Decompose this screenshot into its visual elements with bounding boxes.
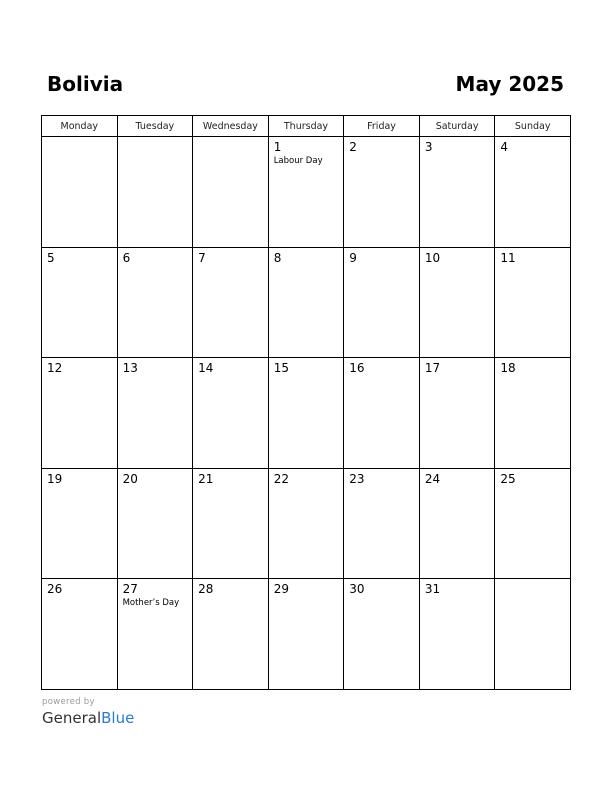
day-number: 11	[500, 250, 516, 265]
month-year-title: May 2025	[455, 72, 564, 96]
day-number: 21	[198, 471, 214, 486]
weekday-header-row	[42, 116, 571, 137]
day-cell	[495, 137, 571, 248]
day-number: 22	[273, 471, 289, 486]
week-row	[42, 247, 571, 358]
day-cell	[495, 358, 571, 469]
day-cell	[42, 247, 118, 358]
footer-branding	[42, 697, 134, 727]
day-cell	[495, 468, 571, 579]
day-number: 25	[500, 471, 516, 486]
weekday-header: Tuesday	[117, 116, 193, 137]
day-number: 29	[273, 582, 289, 596]
brand-logo	[42, 709, 134, 727]
day-cell	[268, 137, 344, 248]
day-cell	[42, 137, 118, 248]
day-number: 15	[273, 361, 289, 375]
day-cell	[419, 468, 495, 579]
weekday-header: Friday	[344, 116, 420, 137]
day-number: 26	[47, 582, 63, 596]
week-row	[42, 358, 571, 469]
day-cell	[193, 358, 269, 469]
day-number: 24	[424, 471, 441, 486]
day-cell	[193, 579, 269, 690]
day-number: 28	[198, 582, 214, 596]
day-number: 31	[424, 582, 441, 596]
day-cell	[495, 247, 571, 358]
day-number: 27	[122, 582, 138, 596]
week-row	[42, 579, 571, 690]
day-number: 23	[349, 471, 365, 486]
day-number: 5	[47, 250, 55, 265]
day-cell	[193, 137, 269, 248]
weekday-header: Wednesday	[193, 116, 269, 137]
day-cell	[42, 579, 118, 690]
week-row	[42, 137, 571, 248]
day-cell	[344, 468, 420, 579]
day-cell	[344, 137, 420, 248]
weekday-header: Monday	[42, 116, 118, 137]
day-cell	[42, 358, 118, 469]
day-cell	[268, 579, 344, 690]
day-number: 9	[349, 250, 357, 265]
day-cell	[117, 579, 193, 690]
holiday-label: Labour Day	[273, 156, 323, 166]
day-cell	[42, 468, 118, 579]
day-number: 13	[122, 361, 138, 375]
day-cell	[344, 358, 420, 469]
day-number: 8	[273, 250, 282, 265]
day-number: 16	[349, 361, 365, 375]
day-number: 12	[47, 361, 63, 375]
day-number: 1	[273, 140, 282, 154]
weekday-header: Sunday	[495, 116, 571, 137]
day-cell	[344, 579, 420, 690]
day-cell	[268, 247, 344, 358]
brand-name-second: Blue	[101, 709, 135, 727]
day-cell	[117, 247, 193, 358]
calendar-grid	[41, 115, 571, 690]
day-number: 10	[424, 250, 441, 265]
day-cell	[193, 247, 269, 358]
brand-name-first: General	[42, 709, 102, 727]
weekday-header: Saturday	[419, 116, 495, 137]
weekday-header: Thursday	[268, 116, 344, 137]
day-cell	[193, 468, 269, 579]
day-cell	[268, 468, 344, 579]
day-number: 6	[122, 250, 131, 265]
day-cell	[268, 358, 344, 469]
day-number: 30	[349, 582, 365, 596]
day-number: 4	[500, 140, 509, 154]
day-cell	[117, 358, 193, 469]
day-cell	[419, 358, 495, 469]
powered-by-text: powered by	[42, 697, 95, 707]
day-cell	[419, 137, 495, 248]
day-cell	[344, 247, 420, 358]
day-number: 2	[349, 140, 357, 154]
country-title: Bolivia	[47, 72, 124, 96]
day-number: 20	[122, 471, 138, 486]
day-cell	[419, 579, 495, 690]
day-number: 14	[198, 361, 214, 375]
calendar-body	[42, 137, 571, 690]
day-cell	[117, 137, 193, 248]
day-number: 18	[500, 361, 516, 375]
week-row	[42, 468, 571, 579]
holiday-label: Mother’s Day	[122, 598, 180, 608]
day-number: 19	[47, 471, 63, 486]
day-cell	[495, 579, 571, 690]
day-number: 17	[424, 361, 441, 375]
day-number: 3	[424, 140, 433, 154]
day-number: 7	[198, 250, 206, 265]
day-cell	[117, 468, 193, 579]
day-cell	[419, 247, 495, 358]
